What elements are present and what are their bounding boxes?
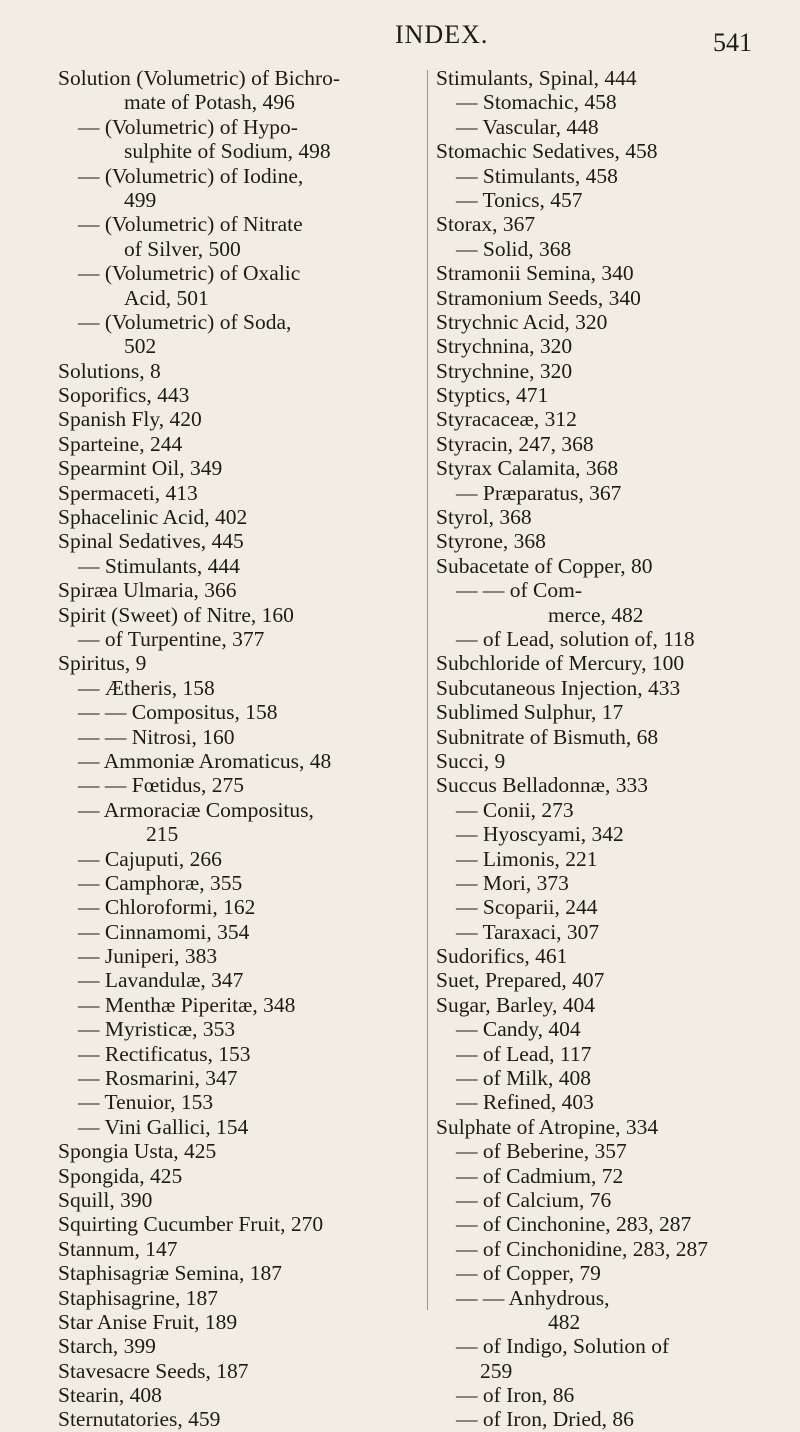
index-entry: 215	[146, 822, 179, 847]
index-entry: Stearin, 408	[58, 1383, 162, 1408]
index-entry: — — Compositus, 158	[78, 700, 278, 725]
index-entry: — Solid, 368	[456, 236, 572, 261]
index-entry: — Vini Gallici, 154	[78, 1114, 249, 1139]
index-entry: — of Indigo, Solution of	[456, 1334, 670, 1359]
index-entry: Stannum, 147	[58, 1236, 178, 1261]
index-entry: Acid, 501	[124, 285, 209, 310]
index-entry: — Tenuior, 153	[78, 1090, 214, 1115]
index-entry: Styracaceæ, 312	[436, 407, 577, 432]
index-entry: Subcutaneous Injection, 433	[436, 675, 681, 700]
index-entry: — Cinnamomi, 354	[78, 919, 250, 944]
index-entry: — Stimulants, 444	[78, 553, 240, 578]
index-entry: — of Milk, 408	[456, 1066, 591, 1091]
index-entry: — Taraxaci, 307	[456, 919, 600, 944]
index-entry: Spirit (Sweet) of Nitre, 160	[58, 602, 294, 627]
index-entry: — of Cinchonidine, 283, 287	[456, 1236, 709, 1261]
index-entry: Strychnine, 320	[436, 358, 573, 383]
index-entry: Styracin, 247, 368	[436, 431, 594, 456]
column-divider	[427, 70, 428, 1310]
index-entry: 482	[548, 1309, 581, 1334]
index-entry: Styrax Calamita, 368	[436, 456, 619, 481]
index-entry: — Stomachic, 458	[456, 90, 617, 115]
index-entry: Spiritus, 9	[58, 651, 147, 676]
index-entry: merce, 482	[548, 602, 644, 627]
index-entry: — Chloroformi, 162	[78, 895, 256, 920]
index-entry: Star Anise Fruit, 189	[58, 1309, 238, 1334]
index-entry: — Cajuputi, 266	[78, 846, 222, 871]
index-entry: — (Volumetric) of Hypo-	[78, 114, 298, 139]
index-entry: Strychnina, 320	[436, 334, 573, 359]
index-entry: Styrol, 368	[436, 505, 532, 530]
index-entry: Stavesacre Seeds, 187	[58, 1358, 249, 1383]
index-column-left	[58, 66, 420, 1432]
index-entry: Succi, 9	[436, 748, 506, 773]
index-entry: — of Lead, 117	[456, 1041, 592, 1066]
index-entry: — — of Com-	[456, 578, 583, 603]
index-entry: — of Iron, Dried, 86	[456, 1407, 634, 1432]
index-entry: mate of Potash, 496	[124, 90, 295, 115]
index-entry: — Myristicæ, 353	[78, 1017, 236, 1042]
index-entry: Spanish Fly, 420	[58, 407, 202, 432]
index-entry: Soporifics, 443	[58, 383, 190, 408]
index-entry: 259	[480, 1358, 513, 1383]
index-entry: Squirting Cucumber Fruit, 270	[58, 1212, 324, 1237]
index-entry: — Rectificatus, 153	[78, 1041, 251, 1066]
index-entry: Sternutatories, 459	[58, 1407, 221, 1432]
index-column-right	[436, 66, 778, 1432]
index-entry: Styptics, 471	[436, 383, 549, 408]
running-title: INDEX.	[395, 20, 489, 49]
index-entry: Solution (Volumetric) of Bichro-	[58, 66, 341, 90]
index-entry: Sublimed Sulphur, 17	[436, 700, 624, 725]
index-entry: — Candy, 404	[456, 1017, 581, 1042]
index-entry: — Mori, 373	[456, 870, 569, 895]
index-entry: — of Iron, 86	[456, 1383, 575, 1408]
index-entry: — Rosmarini, 347	[78, 1066, 238, 1091]
index-entry: — Tonics, 457	[456, 187, 583, 212]
index-entry: Sudorifics, 461	[436, 944, 568, 969]
index-entry: Squill, 390	[58, 1187, 153, 1212]
index-entry: — Ammoniæ Aromaticus, 48	[78, 748, 332, 773]
index-entry: Spongida, 425	[58, 1163, 183, 1188]
index-entry: — of Beberine, 357	[456, 1139, 627, 1164]
index-entry: Spinal Sedatives, 445	[58, 529, 244, 554]
index-entry: — Refined, 403	[456, 1090, 594, 1115]
index-entry: — Armoraciæ Compositus,	[78, 797, 314, 822]
index-entry: — of Turpentine, 377	[78, 626, 265, 651]
index-entry: — (Volumetric) of Soda,	[78, 309, 292, 334]
index-entry: — Menthæ Piperitæ, 348	[78, 992, 296, 1017]
index-entry: — Vascular, 448	[456, 114, 599, 139]
index-entry: sulphite of Sodium, 498	[124, 139, 331, 164]
index-entry: Suet, Prepared, 407	[436, 968, 605, 993]
index-entry: Stramonii Semina, 340	[436, 261, 634, 286]
index-entry: — (Volumetric) of Iodine,	[78, 163, 304, 188]
index-entry: Sulphate of Atropine, 334	[436, 1114, 659, 1139]
index-entry: Spiræa Ulmaria, 366	[58, 578, 237, 603]
index-entry: — Juniperi, 383	[78, 944, 218, 969]
index-entry: — of Cadmium, 72	[456, 1163, 624, 1188]
index-entry: — of Lead, solution of, 118	[456, 626, 695, 651]
index-entry: Staphisagrine, 187	[58, 1285, 219, 1310]
index-entry: — of Cinchonine, 283, 287	[456, 1212, 692, 1237]
index-entry: — — Anhydrous,	[456, 1285, 610, 1310]
index-entry: — Scoparii, 244	[456, 895, 598, 920]
index-entry: — Hyoscyami, 342	[456, 822, 624, 847]
index-entry: Sparteine, 244	[58, 431, 183, 456]
index-entry: — Præparatus, 367	[456, 480, 622, 505]
index-entry: — — Nitrosi, 160	[78, 724, 235, 749]
index-entry: Sugar, Barley, 404	[436, 992, 595, 1017]
index-entry: Stimulants, Spinal, 444	[436, 66, 637, 90]
index-entry: of Silver, 500	[124, 236, 241, 261]
index-entry: Subacetate of Copper, 80	[436, 553, 653, 578]
index-entry: — of Calcium, 76	[456, 1187, 612, 1212]
index-entry: — (Volumetric) of Oxalic	[78, 261, 301, 286]
index-entry: — — Fœtidus, 275	[78, 773, 245, 798]
index-entry: — Lavandulæ, 347	[78, 968, 244, 993]
index-entry: — Stimulants, 458	[456, 163, 618, 188]
index-entry: — of Copper, 79	[456, 1261, 601, 1286]
index-entry: — (Volumetric) of Nitrate	[78, 212, 303, 237]
index-entry: Staphisagriæ Semina, 187	[58, 1261, 282, 1286]
index-entry: — Conii, 273	[456, 797, 574, 822]
index-entry: Starch, 399	[58, 1334, 156, 1359]
index-entry: — Camphoræ, 355	[78, 870, 243, 895]
index-entry: Stomachic Sedatives, 458	[436, 139, 658, 164]
index-entry: Subnitrate of Bismuth, 68	[436, 724, 659, 749]
index-entry: Spongia Usta, 425	[58, 1139, 217, 1164]
index-entry: — Limonis, 221	[456, 846, 598, 871]
index-entry: Storax, 367	[436, 212, 536, 237]
index-entry: Styrone, 368	[436, 529, 546, 554]
index-entry: Strychnic Acid, 320	[436, 309, 608, 334]
index-entry: 502	[124, 334, 157, 359]
index-entry: — Ætheris, 158	[78, 675, 215, 700]
index-entry: Stramonium Seeds, 340	[436, 285, 641, 310]
index-entry: Spermaceti, 413	[58, 480, 198, 505]
page-number: 541	[713, 28, 752, 57]
page-header	[0, 10, 800, 57]
index-entry: Solutions, 8	[58, 358, 161, 383]
index-entry: Subchloride of Mercury, 100	[436, 651, 685, 676]
index-entry: Sphacelinic Acid, 402	[58, 505, 248, 530]
index-entry: 499	[124, 187, 157, 212]
index-entry: Succus Belladonnæ, 333	[436, 773, 648, 798]
index-entry: Spearmint Oil, 349	[58, 456, 223, 481]
